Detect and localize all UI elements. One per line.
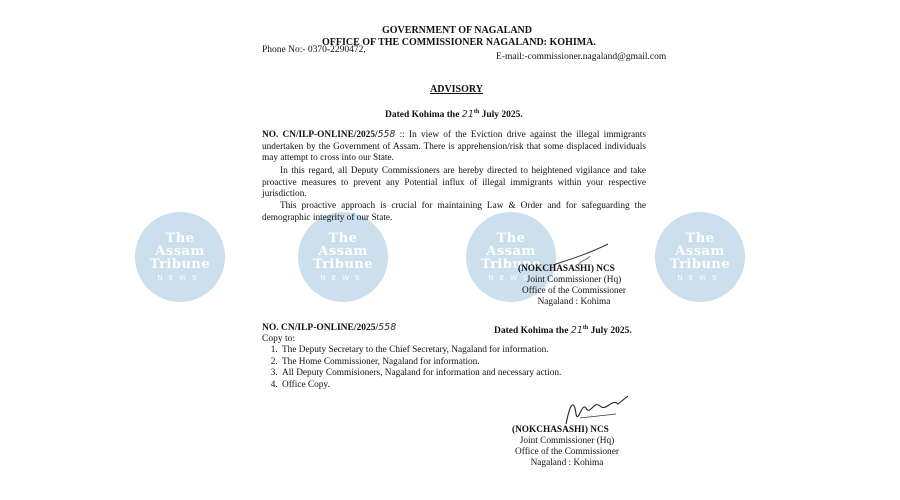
signatory-designation: Joint Commissioner (Hq) [519,436,615,446]
signatory-office: Office of the Commissioner [522,286,626,296]
list-item: 2. The Home Commissioner, Nagaland for information. [280,357,561,369]
reference-number: NO. CN/ILP-ONLINE/2025/ [262,130,378,140]
letterhead-office: OFFICE OF THE COMMISSIONER NAGALAND: KOHIMA. [322,37,596,48]
signature-block-2 [512,425,622,469]
signatory-office: Office of the Commissioner [515,447,619,457]
copy-to-label: Copy to: [262,334,295,344]
letterhead-government: GOVERNMENT OF NAGALAND [382,25,533,36]
body-paragraph-1: NO. CN/ILP-ONLINE/2025/558 :: In view of the Eviction drive against the illegal immigrants undertaken by the Government of Assam. There is apprehension/risk that some displaced individuals may attempt to cross into our State. [262,129,646,164]
signatory-designation: Joint Commissioner (Hq) [526,275,622,285]
email-address: E-mail:-commissioner.nagaland@gmail.com [496,52,667,62]
copy-date: Dated Kohima the 21th July 2025. [494,325,632,337]
list-item: 1. The Deputy Secretary to the Chief Secretary, Nagaland for information. [280,345,561,357]
advisory-date: Dated Kohima the 21th July 2025. [385,109,523,121]
phone-number: Phone No:- 0370-2290472, [262,45,366,55]
body-paragraph-3: This proactive approach is crucial for maintaining Law & Order and for safeguarding the demographic integrity of our State. [262,201,646,223]
watermark-logo: The Assam Tribune NEWS [298,212,388,302]
list-item: 3. All Deputy Commisioners, Nagaland for information and necessary action. [280,368,561,380]
copy-reference-number: NO. CN/ILP-ONLINE/2025/558 [262,322,397,333]
signatory-place: Nagaland : Kohima [537,297,611,307]
watermark-logo: The Assam Tribune NEWS [135,212,225,302]
list-item: 4. Office Copy. [280,380,561,392]
watermark-logo: The Assam Tribune NEWS [655,212,745,302]
signatory-name: (NOKCHASASHI) NCS [512,425,609,435]
signatory-place: Nagaland : Kohima [530,458,604,468]
document-title: ADVISORY [430,84,483,95]
copy-list [262,345,561,391]
watermark-logo: The Assam Tribune NEWS [466,212,556,302]
signature-block-1 [518,264,630,308]
body-paragraph-2: In this regard, all Deputy Commissioners are hereby directed to heightened vigilance and take proactive measures to prevent any Potential influx of illegal immigrants within your respective jurisdiction. [262,166,646,200]
signatory-name: (NOKCHASASHI) NCS [518,264,615,274]
